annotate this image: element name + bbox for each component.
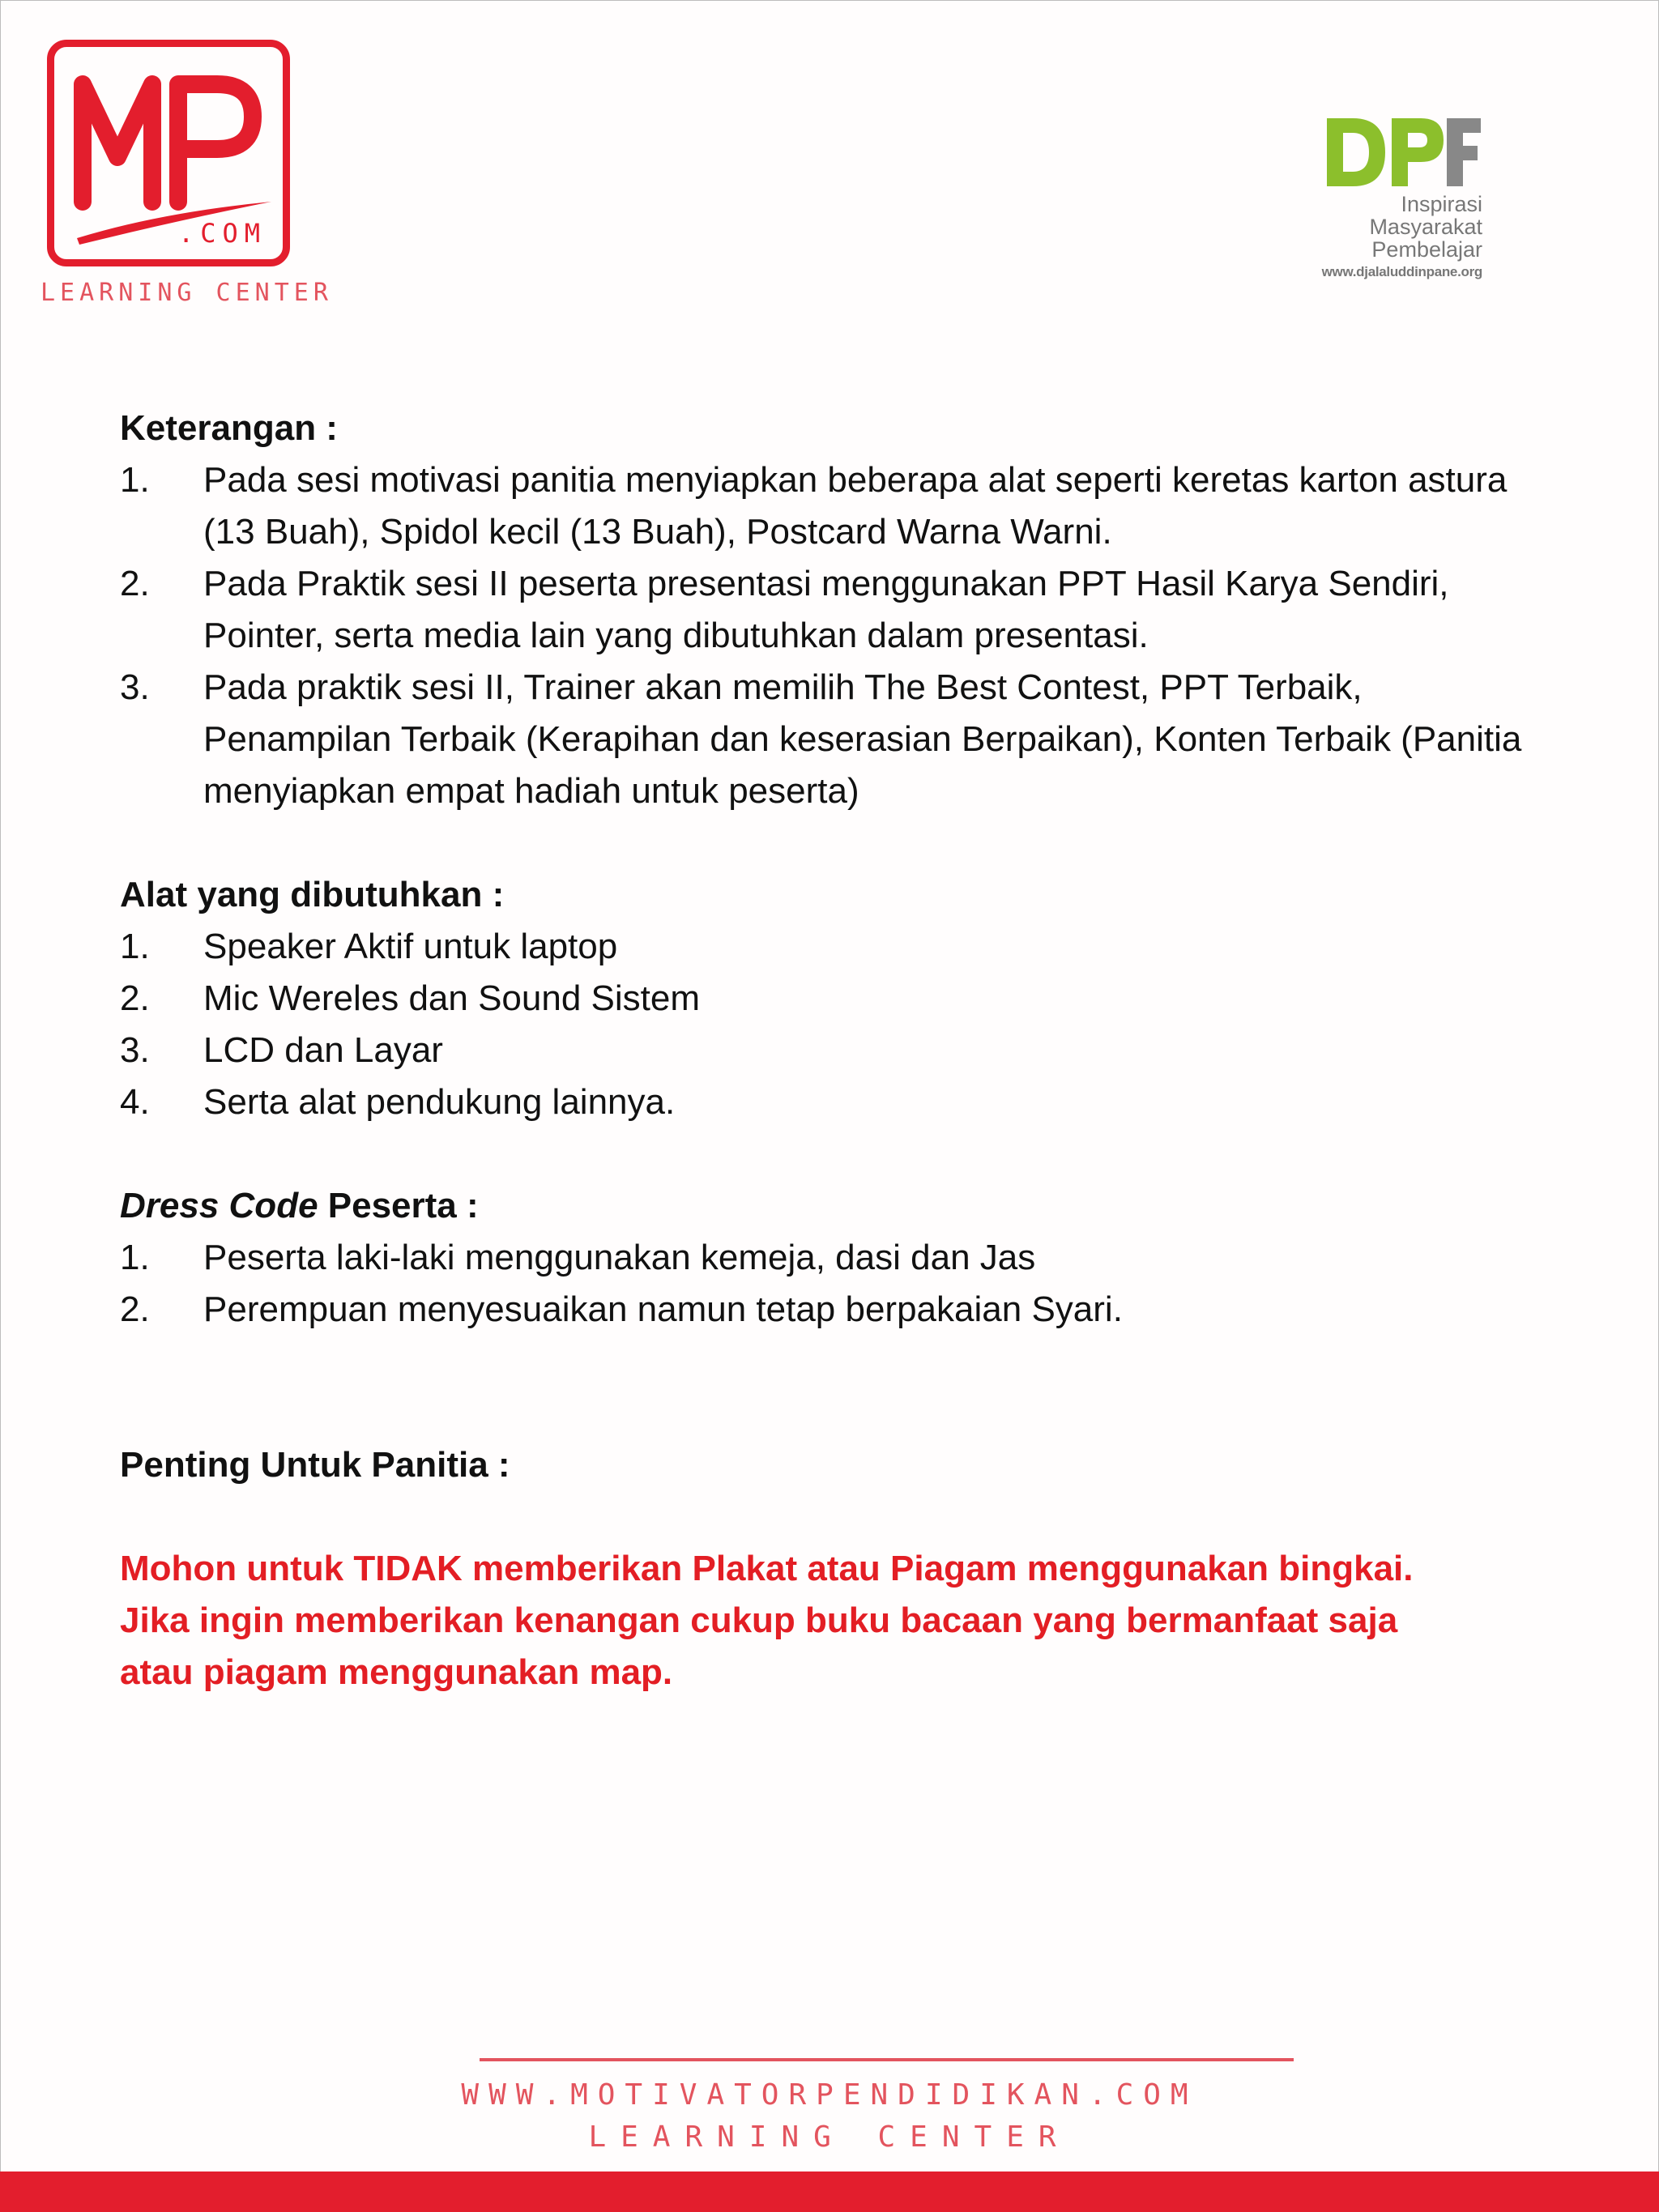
keterangan-heading: Keterangan :: [120, 408, 338, 448]
list-item-text: Serta alat pendukung lainnya.: [203, 1082, 676, 1122]
alat-list: [120, 921, 1546, 1128]
list-item-number: 2.: [120, 978, 150, 1018]
alat-heading: Alat yang dibutuhkan :: [120, 875, 505, 914]
dpf-logo: [1284, 112, 1482, 290]
list-item: [120, 1076, 1546, 1128]
dpf-tagline-line-3: Pembelajar: [1371, 237, 1482, 262]
dress-code-heading-rest: Peserta :: [318, 1186, 479, 1225]
list-item-text: Pada praktik sesi II, Trainer akan memilih The Best Contest, PPT Terbaik, Penampilan Terbaik (Kerapihan dan keserasian Berpaikan), Konten Terbaik (Panitia menyiapkan empat hadiah untuk peserta): [203, 667, 1522, 811]
list-item-number: 1.: [120, 927, 150, 966]
dpf-tagline-line-2: Masyarakat: [1369, 215, 1482, 239]
list-item: [120, 1284, 1546, 1336]
list-item-text: Perempuan menyesuaikan namun tetap berpakaian Syari.: [203, 1289, 1123, 1329]
dpf-lettermark: [1320, 112, 1482, 193]
dpf-website: www.djalaluddinpane.org: [1321, 264, 1482, 279]
list-item: [120, 1232, 1546, 1284]
dpf-tagline-line-1: Inspirasi: [1401, 192, 1482, 216]
keterangan-list: [120, 454, 1546, 817]
footer-website: WWW.MOTIVATORPENDIDIKAN.COM: [461, 2078, 1198, 2112]
section-spacer: [120, 817, 1546, 869]
list-item-number: 2.: [120, 1289, 150, 1329]
section-spacer: [120, 1336, 1546, 1439]
list-item-text: Pada sesi motivasi panitia menyiapkan beberapa alat seperti keretas karton astura (13 Buah), Spidol kecil (13 Buah), Postcard Warna Warni.: [203, 460, 1508, 552]
document-body: [120, 403, 1546, 1698]
list-item-number: 4.: [120, 1082, 150, 1122]
list-item-text: LCD dan Layar: [203, 1030, 443, 1070]
list-item-text: Peserta laki-laki menggunakan kemeja, dasi dan Jas: [203, 1238, 1036, 1277]
list-item: [120, 921, 1546, 973]
list-item-text: Pada Praktik sesi II peserta presentasi menggunakan PPT Hasil Karya Sendiri, Pointer, serta media lain yang dibutuhkan dalam presentasi.: [203, 564, 1449, 655]
notice-line-3: atau piagam menggunakan map.: [120, 1652, 673, 1692]
list-item: [120, 454, 1546, 558]
list-item: [120, 662, 1546, 817]
mp-logo-caption: LEARNING CENTER: [41, 279, 333, 307]
list-item-text: Speaker Aktif untuk laptop: [203, 927, 618, 966]
list-item-number: 1.: [120, 1238, 150, 1277]
list-item: [120, 558, 1546, 662]
list-item-number: 1.: [120, 460, 150, 500]
list-item: [120, 973, 1546, 1025]
dress-code-heading: [120, 1180, 1546, 1232]
penting-heading: Penting Untuk Panitia :: [120, 1445, 510, 1485]
footer-red-bar: [0, 2172, 1659, 2212]
footer-caption: LEARNING CENTER: [588, 2120, 1071, 2154]
notice-line-2: Jika ingin memberikan kenangan cukup buku bacaan yang bermanfaat saja: [120, 1600, 1398, 1640]
list-item-number: 3.: [120, 1030, 150, 1070]
list-item-number: 3.: [120, 667, 150, 707]
dress-code-list: [120, 1232, 1546, 1336]
list-item-text: Mic Wereles dan Sound Sistem: [203, 978, 701, 1018]
dress-code-heading-italic: Dress Code: [120, 1186, 318, 1225]
notice-line-1: Mohon untuk TIDAK memberikan Plakat atau Piagam menggunakan bingkai.: [120, 1549, 1414, 1588]
list-item: [120, 1025, 1546, 1076]
footer-divider: [480, 2058, 1294, 2061]
section-spacer: [120, 1491, 1546, 1543]
mp-logo-com-text: .COM: [178, 218, 267, 249]
mp-learning-center-logo: [41, 36, 333, 319]
list-item-number: 2.: [120, 564, 150, 603]
section-spacer: [120, 1128, 1546, 1180]
